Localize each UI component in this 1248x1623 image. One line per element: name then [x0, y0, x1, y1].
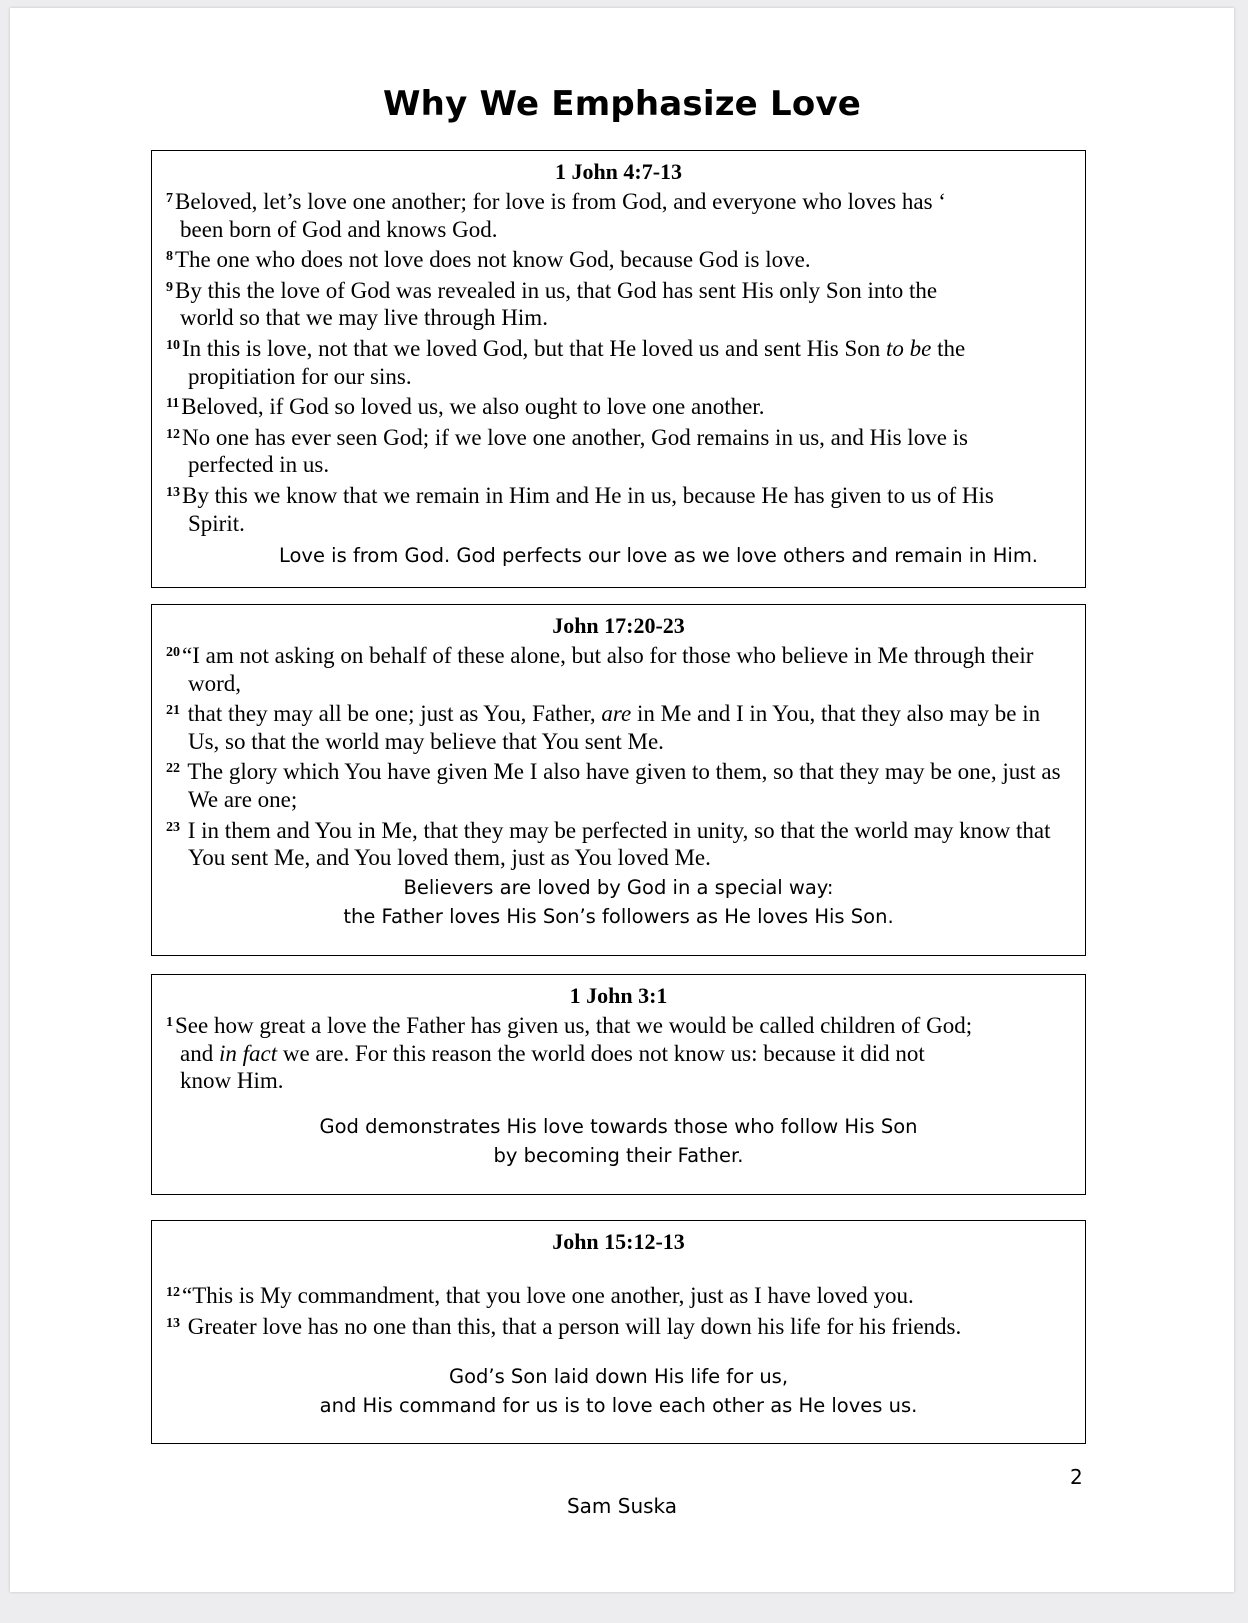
section-summary [152, 1362, 1085, 1420]
verse-number: 11 [166, 396, 180, 412]
verse-number: 20 [166, 645, 180, 660]
author-footer: Sam Suska [566, 1494, 678, 1518]
verse-text: The glory which You have given Me I also have given to them, so that they may be one, just as We are one; [182, 759, 1061, 812]
verse-text: I in them and You in Me, that they may be perfected in unity, so that the world may know that You sent Me, and You loved them, just as You loved Me. [182, 817, 1051, 871]
summary-line: the Father loves His Son’s followers as He loves His Son. [343, 905, 894, 928]
verse-text: we are. For this reason the world does not know us: because it did not know Him. [180, 1040, 925, 1094]
scripture-box-1-john-3 [151, 974, 1086, 1195]
verse-text: Greater love has no one than this, that a person will lay down his life for his friends. [182, 1313, 962, 1339]
verse-text: “I am not asking on behalf of these alone, but also for those who believe in Me through their word, [182, 643, 1034, 696]
verse [166, 421, 1055, 479]
verse-text: By this the love of God was revealed in us, that God has sent His only Son into the world so that we may live through Him. [175, 277, 938, 331]
scripture-reference: 1 John 4:7-13 [554, 159, 683, 184]
scripture-box-john-15 [151, 1220, 1086, 1444]
verse [166, 814, 1061, 872]
verse [166, 1310, 1055, 1341]
verse-number: 8 [166, 249, 173, 265]
verse-number: 1 [166, 1015, 173, 1030]
verse [166, 185, 985, 243]
summary-line: Believers are loved by God in a special way: [403, 876, 834, 899]
summary-line: Love is from God. God perfects our love as we love others and remain in Him. [278, 544, 1039, 567]
page-title: Why We Emphasize Love [382, 84, 862, 124]
verse-text: the propitiation for our sins. [188, 335, 966, 389]
document-page [10, 8, 1234, 1592]
summary-line: by becoming their Father. [493, 1144, 744, 1167]
summary-line: God demonstrates His love towards those who follow His Son [319, 1115, 918, 1138]
verse-number: 21 [166, 703, 180, 719]
verse [166, 390, 985, 421]
verse-number: 23 [166, 819, 180, 835]
scripture-reference: John 15:12-13 [552, 1229, 685, 1254]
scripture-reference: John 17:20-23 [552, 613, 685, 638]
verse-text: that they may all be one; just as You, Father, [182, 701, 602, 727]
verse [166, 639, 1061, 697]
verse-number: 10 [166, 337, 180, 353]
verse-number: 13 [166, 1315, 180, 1331]
verse [166, 274, 985, 332]
verse-number: 9 [166, 279, 173, 295]
verse [166, 479, 1055, 537]
verse-list [166, 1279, 1055, 1340]
verse-text: In this is love, not that we loved God, but that He loved us and sent His Son [182, 335, 886, 361]
verse-text-italic: to be [885, 335, 932, 361]
verse-text: Beloved, let’s love one another; for love is from God, and everyone who loves has ‘ been born of God and knows God. [175, 189, 946, 242]
verse-text: By this we know that we remain in Him and He in us, because He has given to us of His Spirit. [182, 482, 994, 536]
verse-text: in Me and I in You, that they also may be in Us, so that the world may believe that You sent Me. [188, 701, 1041, 754]
verse-list [166, 639, 1061, 872]
page-number: 2 [1070, 1465, 1083, 1489]
verse-text: No one has ever seen God; if we love one another, God remains in us, and His love is perfected in us. [182, 424, 968, 478]
verse-text: Beloved, if God so loved us, we also ought to love one another. [181, 394, 765, 420]
summary-line: God’s Son laid down His life for us, [448, 1365, 789, 1388]
verse [166, 697, 1061, 755]
verse-number: 22 [166, 761, 180, 777]
verse-text-italic: are [601, 701, 632, 727]
verse [166, 1279, 1055, 1310]
verse [166, 332, 985, 390]
verse [166, 243, 985, 274]
section-summary [152, 1112, 1085, 1170]
verse-number: 12 [166, 1285, 180, 1300]
verse-number: 13 [166, 484, 180, 500]
verse-number: 12 [166, 426, 180, 442]
verse-list [166, 1009, 975, 1095]
verse-text-italic: in fact [218, 1040, 278, 1066]
scripture-box-john-17 [151, 604, 1086, 956]
verse-number: 7 [166, 191, 173, 206]
scripture-reference: 1 John 3:1 [569, 983, 668, 1008]
scripture-box-1-john-4 [151, 150, 1086, 588]
verse-text: “This is My commandment, that you love one another, just as I have loved you. [182, 1283, 914, 1308]
verse-text: The one who does not love does not know God, because God is love. [175, 247, 811, 273]
verse [166, 1009, 975, 1095]
verse-text: See how great a love the Father has given us, that we would be called children of God; and [175, 1013, 973, 1066]
verse [166, 755, 1061, 813]
section-summary [192, 541, 1125, 570]
summary-line: and His command for us is to love each other as He loves us. [319, 1394, 918, 1417]
section-summary [152, 873, 1085, 931]
verse-list [166, 185, 994, 537]
